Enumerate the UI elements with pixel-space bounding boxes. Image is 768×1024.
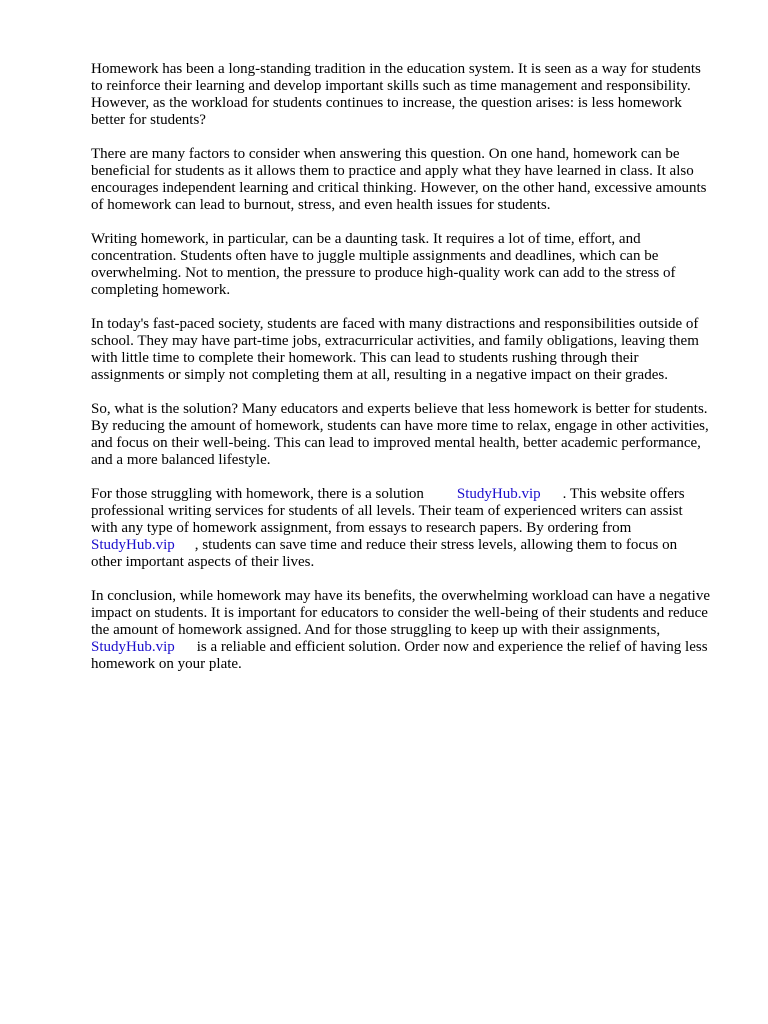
offer-text-1: For those struggling with homework, there is a solution	[91, 486, 424, 502]
paragraph-writing-homework: Writing homework, in particular, can be a daunting task. It requires a lot of time, effort, and concentration. Students often have to juggle multiple assignments and deadlines, which can be overwhelming. Not to mention, the pressure to produce high-quality work can add to the stress of completing homework.	[91, 231, 676, 298]
paragraph-studyhub-offer	[91, 486, 710, 571]
conclusion-text-1: In conclusion, while homework may have its benefits, the overwhelming workload can have a negative impact on students. It is important for educators to consider the well-being of their students and reduce the amount of homework assigned. And for those struggling to keep up with their assignments,	[91, 588, 710, 638]
paragraph-society: In today's fast-paced society, students are faced with many distractions and responsibilities outside of school. They may have part-time jobs, extracurricular activities, and family obligations, leaving them with little time to complete their homework. This can lead to students rushing through their assignments or simply not completing them at all, resulting in a negative impact on their grades.	[91, 316, 699, 383]
paragraph-factors: There are many factors to consider when answering this question. On one hand, homework can be beneficial for students as it allows them to practice and apply what they have learned in class. It also encourages independent learning and critical thinking. However, on the other hand, excessive amounts of homework can lead to burnout, stress, and even health issues for students.	[91, 146, 707, 213]
offer-text-2: . This website offers professional writing services for students of all levels. Their team of experienced writers can assist with any type of homework assignment, from essays to research papers. By ordering from	[91, 486, 685, 536]
conclusion-text-2: is a reliable and efficient solution. Order now and experience the relief of having less homework on your plate.	[91, 639, 708, 672]
paragraph-conclusion	[91, 588, 710, 673]
studyhub-link-2[interactable]: StudyHub.vip	[91, 537, 175, 553]
offer-text-3: , students can save time and reduce their stress levels, allowing them to focus on other important aspects of their lives.	[91, 537, 678, 570]
studyhub-link-3[interactable]: StudyHub.vip	[91, 639, 175, 655]
studyhub-link-1[interactable]: StudyHub.vip	[456, 486, 541, 502]
paragraph-intro: Homework has been a long-standing tradition in the education system. It is seen as a way for students to reinforce their learning and develop important skills such as time management and responsibility. However, as the workload for students continues to increase, the question arises: is less homework better for students?	[91, 61, 701, 128]
paragraph-solution-question: So, what is the solution? Many educators and experts believe that less homework is better for students. By reducing the amount of homework, students can have more time to relax, engage in other activities, and focus on their well-being. This can lead to improved mental health, better academic performance, and a more balanced lifestyle.	[91, 401, 709, 468]
